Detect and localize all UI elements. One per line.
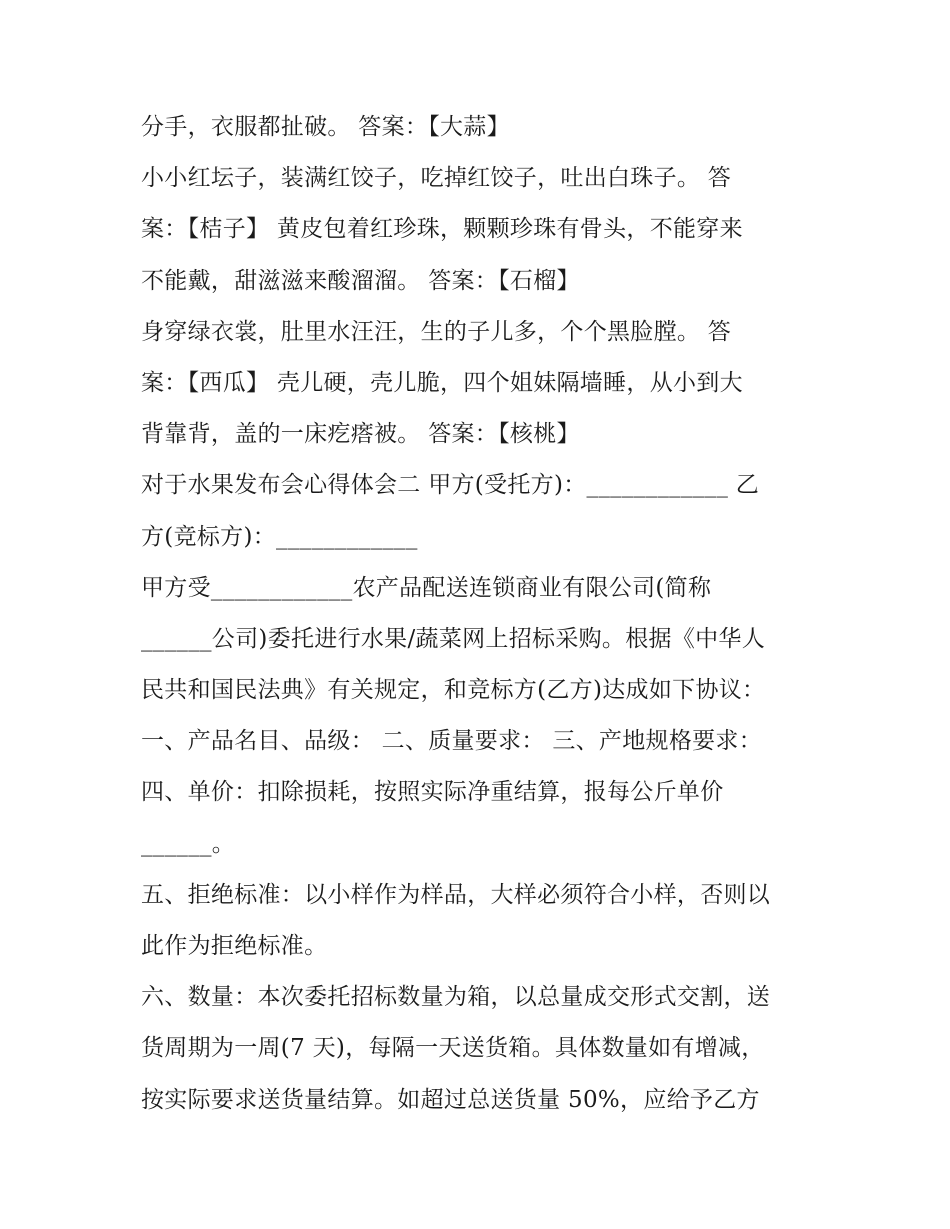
text-line: 民共和国民法典》有关规定，和竞标方(乙方)达成如下协议： bbox=[141, 677, 766, 704]
text-line: 按实际要求送货量结算。如超过总送货量 50%，应给予乙方 bbox=[141, 1086, 760, 1113]
text-line: 货周期为一周(7 天)，每隔一天送货箱。具体数量如有增减， bbox=[141, 1035, 765, 1062]
text-line: 小小红坛子，装满红饺子，吃掉红饺子，吐出白珠子。 答 bbox=[141, 165, 732, 192]
text-line: 对于水果发布会心得体会二 甲方(受托方)：____________ 乙 bbox=[141, 472, 760, 499]
text-line: 四、单价：扣除损耗，按照实际净重结算，报每公斤单价 bbox=[141, 779, 724, 806]
text-line: 甲方受____________农产品配送连锁商业有限公司(简称 bbox=[141, 574, 712, 601]
text-line: 案：【西瓜】 壳儿硬，壳儿脆，四个姐妹隔墙睡，从小到大 bbox=[141, 369, 743, 396]
text-line: 六、数量：本次委托招标数量为箱，以总量成交形式交割，送 bbox=[141, 984, 771, 1011]
document-body bbox=[141, 102, 821, 1126]
text-line: 分手，衣服都扯破。 答案：【大蒜】 bbox=[141, 114, 510, 140]
text-line: ______公司)委托进行水果/蔬菜网上招标采购。根据《中华人 bbox=[141, 625, 766, 652]
text-line: 方(竞标方)：____________ bbox=[141, 523, 418, 550]
text-line: 案：【桔子】 黄皮包着红珍珠，颗颗珍珠有骨头，不能穿来 bbox=[141, 216, 743, 243]
text-line: 身穿绿衣裳，肚里水汪汪，生的子儿多，个个黑脸膛。 答 bbox=[141, 318, 732, 345]
text-line: 此作为拒绝标准。 bbox=[141, 933, 328, 959]
text-line: 不能戴，甜滋滋来酸溜溜。 答案：【石榴】 bbox=[141, 267, 580, 294]
text-line: 五、拒绝标准：以小样作为样品，大样必须符合小样，否则以 bbox=[141, 881, 771, 908]
text-line: ______。 bbox=[141, 830, 236, 857]
text-line: 一、产品名目、品级： 二、质量要求： 三、产地规格要求： bbox=[141, 728, 763, 755]
text-line: 背靠背，盖的一床疙瘩被。 答案：【核桃】 bbox=[141, 421, 580, 448]
